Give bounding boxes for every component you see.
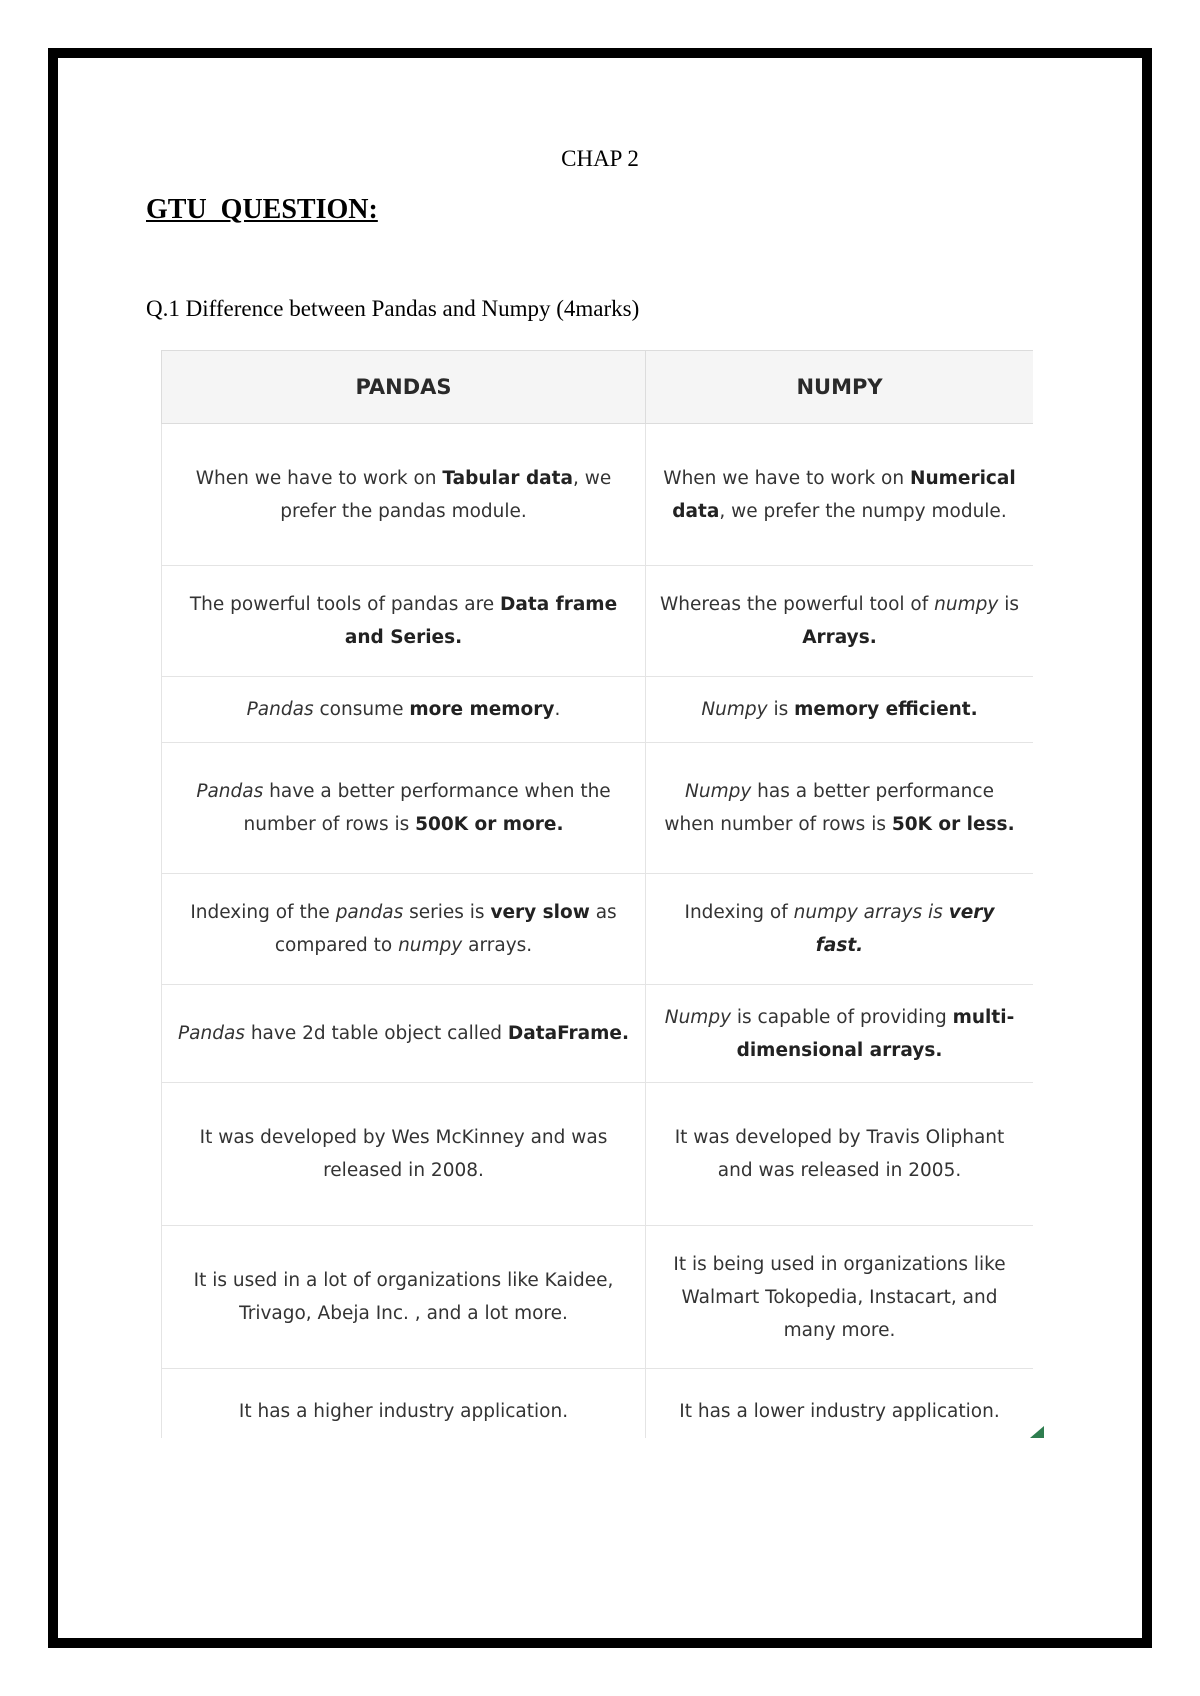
cell-text-segment: memory efficient. bbox=[794, 699, 978, 720]
cell-text-segment: It was developed by Wes McKinney and was released in 2008. bbox=[199, 1127, 608, 1181]
cell-text-segment: Tabular data bbox=[442, 467, 573, 489]
table-row bbox=[162, 1369, 1034, 1439]
table-body bbox=[162, 424, 1034, 1439]
table-cell-pandas bbox=[162, 677, 646, 743]
chapter-title: CHAP 2 bbox=[561, 146, 639, 171]
cell-text-segment: Indexing of the bbox=[190, 902, 336, 923]
question-text: Q.1 Difference between Pandas and Numpy (4marks) bbox=[146, 296, 640, 321]
cell-text-segment: DataFrame. bbox=[507, 1023, 629, 1044]
cell-text-segment: It is being used in organizations like Walmart Tokopedia, Instacart, and many more. bbox=[673, 1253, 1006, 1341]
table-cell-numpy bbox=[646, 424, 1034, 566]
cell-text-segment: numpy arrays is bbox=[793, 902, 949, 923]
table-cell-pandas bbox=[162, 1083, 646, 1226]
cell-text-segment: very slow bbox=[490, 902, 590, 923]
cell-text-segment: Data frame and Series. bbox=[344, 594, 618, 648]
table-row bbox=[162, 874, 1034, 985]
table-row bbox=[162, 1083, 1034, 1226]
table-cell-pandas bbox=[162, 424, 646, 566]
cell-text-segment: , we prefer the pandas module. bbox=[280, 467, 612, 522]
table-cell-numpy bbox=[646, 677, 1034, 743]
table-cell-numpy bbox=[646, 743, 1034, 874]
table-row bbox=[162, 1226, 1034, 1369]
cell-text-segment: Numpy bbox=[664, 1006, 732, 1028]
cell-text-segment: series is bbox=[403, 902, 491, 923]
cell-text-segment: It was developed by Travis Oliphant and was released in 2005. bbox=[674, 1127, 1005, 1181]
cell-text-segment: Arrays. bbox=[802, 627, 877, 648]
cell-text-segment: It has a higher industry application. bbox=[238, 1400, 569, 1422]
section-heading: GTU QUESTION: bbox=[146, 194, 378, 225]
cell-text-segment: pandas bbox=[335, 902, 404, 923]
cell-text-segment: When we have to work on bbox=[195, 467, 443, 489]
header-numpy: NUMPY bbox=[646, 351, 1034, 424]
table-cell-pandas bbox=[162, 874, 646, 985]
comparison-table-wrapper bbox=[161, 350, 1033, 1438]
cell-text-segment: Pandas bbox=[246, 699, 314, 720]
cell-text-segment: is bbox=[998, 594, 1019, 615]
cell-text-segment: numpy bbox=[398, 935, 463, 956]
cell-text-segment: has a better performance when number of rows is bbox=[664, 781, 994, 835]
cell-text-segment: multi-dimensional arrays. bbox=[736, 1006, 1015, 1061]
cell-text-segment: Pandas bbox=[196, 781, 264, 802]
cell-text-segment: have a better performance when the number of rows is bbox=[243, 781, 611, 835]
cell-text-segment: numpy bbox=[934, 594, 999, 615]
cell-text-segment: Numerical data bbox=[672, 467, 1016, 522]
table-cell-numpy bbox=[646, 1226, 1034, 1369]
table-cell-pandas bbox=[162, 743, 646, 874]
table-row bbox=[162, 424, 1034, 566]
cell-text-segment: is capable of providing bbox=[731, 1006, 953, 1028]
table-header-row bbox=[162, 351, 1034, 424]
cell-text-segment: Numpy bbox=[685, 781, 752, 802]
cell-text-segment: as compared to bbox=[274, 902, 617, 956]
header-pandas: PANDAS bbox=[162, 351, 646, 424]
table-cell-numpy bbox=[646, 874, 1034, 985]
table-cell-pandas bbox=[162, 566, 646, 677]
table-row bbox=[162, 677, 1034, 743]
cell-text-segment: is bbox=[767, 699, 795, 720]
cell-text-segment: Pandas bbox=[178, 1023, 245, 1044]
cell-text-segment: very fast. bbox=[815, 902, 995, 956]
table-row bbox=[162, 566, 1034, 677]
cell-text-segment: have 2d table object called bbox=[244, 1023, 508, 1044]
cell-text-segment: Numpy bbox=[701, 699, 768, 720]
corner-resize-mark bbox=[1030, 1426, 1044, 1438]
cell-text-segment: When we have to work on bbox=[663, 467, 910, 489]
cell-text-segment: , we prefer the numpy module. bbox=[719, 500, 1007, 522]
cell-text-segment: Whereas the powerful tool of bbox=[660, 594, 935, 615]
cell-text-segment: It is used in a lot of organizations like Kaidee, Trivago, Abeja Inc. , and a lot more. bbox=[193, 1270, 614, 1324]
table-cell-numpy bbox=[646, 985, 1034, 1083]
table-cell-pandas bbox=[162, 985, 646, 1083]
table-cell-pandas bbox=[162, 1369, 646, 1439]
table-cell-numpy bbox=[646, 1083, 1034, 1226]
cell-text-segment: . bbox=[554, 699, 561, 720]
cell-text-segment: consume bbox=[313, 699, 410, 720]
cell-text-segment: arrays. bbox=[462, 935, 533, 956]
cell-text-segment: 500K or more. bbox=[415, 814, 564, 835]
cell-text-segment: Indexing of bbox=[684, 902, 794, 923]
table-row bbox=[162, 743, 1034, 874]
cell-text-segment: It has a lower industry application. bbox=[679, 1400, 1000, 1422]
table-cell-numpy bbox=[646, 1369, 1034, 1439]
table-row bbox=[162, 985, 1034, 1083]
table-cell-numpy bbox=[646, 566, 1034, 677]
comparison-table bbox=[161, 350, 1033, 1438]
cell-text-segment: 50K or less. bbox=[891, 814, 1015, 835]
cell-text-segment: The powerful tools of pandas are bbox=[189, 594, 501, 615]
cell-text-segment: more memory bbox=[409, 699, 555, 720]
table-cell-pandas bbox=[162, 1226, 646, 1369]
